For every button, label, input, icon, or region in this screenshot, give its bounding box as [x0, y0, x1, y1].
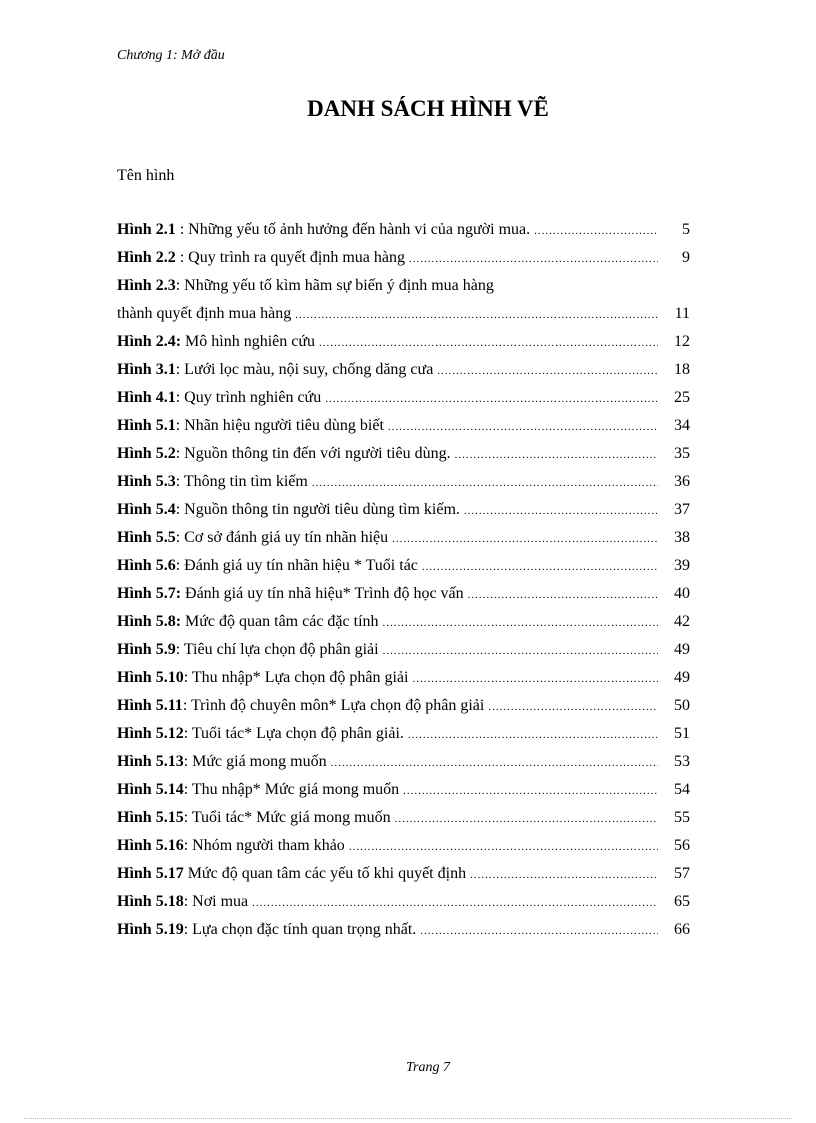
figure-entry	[117, 584, 690, 612]
figure-number: Hình 5.19	[117, 921, 184, 938]
figure-entry	[117, 724, 690, 752]
figure-title: : Lựa chọn đặc tính quan trọng nhất.	[183, 921, 417, 938]
dot-leader	[349, 837, 658, 857]
figure-entry-label	[117, 696, 484, 716]
figure-number: Hình 3.1	[117, 361, 176, 378]
figure-number: Hình 5.7:	[117, 585, 182, 602]
figure-title: : Thu nhập* Mức giá mong muốn	[183, 781, 400, 798]
figure-title: : Thu nhập* Lựa chọn độ phân giải	[183, 669, 409, 686]
figure-entry-label	[117, 864, 466, 884]
figure-page-number: 42	[674, 613, 690, 630]
figure-entry-label	[117, 556, 418, 576]
chapter-header: Chương 1: Mở đầu	[117, 48, 225, 63]
figure-entry	[117, 668, 690, 696]
figure-title: : Nguồn thông tin người tiêu dùng tìm kiếm.	[175, 501, 460, 518]
dot-leader	[422, 557, 658, 577]
dot-leader	[464, 501, 658, 521]
figure-list	[117, 220, 690, 948]
figure-page-number: 12	[674, 333, 690, 350]
figure-page-number: 55	[674, 809, 690, 826]
figure-page-number: 51	[674, 725, 690, 742]
dot-leader	[403, 781, 658, 801]
figure-number: Hình 5.15	[117, 809, 184, 826]
figure-number: Hình 5.14	[117, 781, 184, 798]
figure-title: : Tuổi tác* Mức giá mong muốn	[183, 809, 391, 826]
figure-entry	[117, 808, 690, 836]
figure-entry-label	[117, 444, 451, 464]
figure-entry-label	[117, 612, 379, 632]
dot-leader	[412, 669, 658, 689]
column-heading: Tên hình	[117, 167, 175, 184]
figure-entry-label	[117, 388, 321, 408]
figure-entry-label	[117, 528, 388, 548]
figure-entry-continuation	[117, 304, 690, 332]
figure-title: : Đánh giá uy tín nhãn hiệu * Tuổi tác	[175, 557, 418, 574]
figure-page-number: 25	[674, 389, 690, 406]
figure-entry	[117, 220, 690, 248]
figure-entry-label	[117, 360, 433, 380]
figure-entry	[117, 920, 690, 948]
dot-leader	[470, 865, 658, 885]
figure-title: Mức độ quan tâm các yếu tố khi quyết định	[183, 865, 467, 882]
figure-entry-label	[117, 668, 408, 688]
figure-entry-label	[117, 892, 248, 912]
dot-leader	[437, 361, 658, 381]
figure-entry-label	[117, 920, 416, 940]
figure-title: : Quy trình ra quyết định mua hàng	[175, 249, 405, 266]
figure-number: Hình 5.16	[117, 837, 184, 854]
figure-title: : Nhóm người tham khảo	[183, 837, 345, 854]
figure-number: Hình 5.13	[117, 753, 184, 770]
figure-entry-label	[117, 780, 399, 800]
figure-title: : Nơi mua	[183, 893, 249, 910]
figure-number: Hình 5.11	[117, 697, 183, 714]
figure-number: Hình 5.18	[117, 893, 184, 910]
dot-leader	[388, 417, 658, 437]
figure-entry	[117, 276, 690, 304]
figure-title: : Nhãn hiệu người tiêu dùng biết	[175, 417, 384, 434]
figure-title: : Quy trình nghiên cứu	[175, 389, 322, 406]
figure-entry-label	[117, 808, 391, 828]
figure-number: Hình 5.9	[117, 641, 176, 658]
figure-number: Hình 5.3	[117, 473, 176, 490]
figure-page-number: 39	[674, 557, 690, 574]
figure-number: Hình 5.10	[117, 669, 184, 686]
dot-leader	[392, 529, 658, 549]
figure-page-number: 9	[682, 249, 690, 266]
dot-leader	[408, 725, 658, 745]
dot-leader	[325, 389, 658, 409]
figure-number: Hình 5.2	[117, 445, 176, 462]
figure-number: Hình 2.2	[117, 249, 176, 266]
figure-entry-label	[117, 724, 404, 744]
figure-number: Hình 4.1	[117, 389, 176, 406]
figure-title: : Những yếu tố kìm hãm sự biến ý định mua hàng	[175, 277, 494, 294]
figure-entry-label	[117, 500, 460, 520]
figure-title: Mô hình nghiên cứu	[181, 333, 316, 350]
figure-entry	[117, 556, 690, 584]
figure-page-number: 36	[674, 473, 690, 490]
dot-leader	[455, 445, 658, 465]
figure-page-number: 40	[674, 585, 690, 602]
figure-entry	[117, 836, 690, 864]
figure-entry	[117, 500, 690, 528]
figure-page-number: 56	[674, 837, 690, 854]
figure-title: : Lưới lọc màu, nội suy, chống dăng cưa	[175, 361, 434, 378]
figure-number: Hình 5.12	[117, 725, 184, 742]
figure-entry	[117, 416, 690, 444]
figure-entry-label	[117, 472, 308, 492]
figure-page-number: 49	[674, 669, 690, 686]
figure-entry	[117, 528, 690, 556]
figure-page-number: 54	[674, 781, 690, 798]
figure-page-number: 37	[674, 501, 690, 518]
figure-page-number: 65	[674, 893, 690, 910]
figure-title: : Mức giá mong muốn	[183, 753, 327, 770]
figure-page-number: 66	[674, 921, 690, 938]
figure-number: Hình 2.4:	[117, 333, 182, 350]
figure-page-number: 11	[674, 305, 690, 322]
figure-entry	[117, 360, 690, 388]
dot-leader	[534, 221, 658, 241]
figure-entry-label	[117, 332, 315, 352]
dot-leader	[420, 921, 658, 941]
figure-title-continued: thành quyết định mua hàng	[117, 305, 292, 322]
figure-entry-label	[117, 752, 327, 772]
figure-entry-label	[117, 584, 464, 604]
figure-entry	[117, 640, 690, 668]
figure-page-number: 50	[674, 697, 690, 714]
figure-entry	[117, 780, 690, 808]
figure-title: : Tuổi tác* Lựa chọn độ phân giải.	[183, 725, 404, 742]
figure-number: Hình 5.5	[117, 529, 176, 546]
dot-leader	[319, 333, 658, 353]
dot-leader	[409, 249, 658, 269]
figure-title: : Những yếu tố ảnh hưởng đến hành vi của người mua.	[175, 221, 531, 238]
figure-title: : Cơ sở đánh giá uy tín nhãn hiệu	[175, 529, 389, 546]
figure-page-number: 5	[682, 221, 690, 238]
figure-entry-label	[117, 276, 494, 296]
dot-leader	[383, 641, 658, 661]
dot-leader	[295, 305, 658, 325]
figure-entry	[117, 696, 690, 724]
dot-leader	[312, 473, 658, 493]
dot-leader	[331, 753, 658, 773]
page-bottom-divider	[24, 1118, 792, 1119]
dot-leader	[468, 585, 658, 605]
figure-number: Hình 5.17	[117, 865, 184, 882]
figure-entry	[117, 892, 690, 920]
dot-leader	[252, 893, 658, 913]
figure-title: Đánh giá uy tín nhã hiệu* Trình độ học vấn	[181, 585, 464, 602]
figure-entry	[117, 752, 690, 780]
figure-number: Hình 5.6	[117, 557, 176, 574]
figure-number: Hình 5.1	[117, 417, 176, 434]
figure-entry-label	[117, 416, 384, 436]
figure-entry	[117, 472, 690, 500]
figure-title: : Tiêu chí lựa chọn độ phân giải	[175, 641, 379, 658]
figure-entry	[117, 612, 690, 640]
figure-entry	[117, 332, 690, 360]
figure-page-number: 53	[674, 753, 690, 770]
figure-page-number: 35	[674, 445, 690, 462]
dot-leader	[383, 613, 658, 633]
figure-page-number: 57	[674, 865, 690, 882]
figure-entry	[117, 248, 690, 276]
page-title: DANH SÁCH HÌNH VẼ	[307, 96, 549, 121]
figure-number: Hình 2.3	[117, 277, 176, 294]
figure-page-number: 18	[674, 361, 690, 378]
figure-number: Hình 5.4	[117, 501, 176, 518]
figure-entry-label	[117, 248, 405, 268]
figure-title: : Nguồn thông tin đến với người tiêu dùng.	[175, 445, 451, 462]
figure-entry	[117, 388, 690, 416]
figure-number: Hình 2.1	[117, 221, 176, 238]
figure-page-number: 49	[674, 641, 690, 658]
figure-page-number: 34	[674, 417, 690, 434]
figure-entry-label	[117, 220, 530, 240]
dot-leader	[488, 697, 658, 717]
figure-entry-label	[117, 836, 345, 856]
figure-entry	[117, 444, 690, 472]
figure-entry	[117, 864, 690, 892]
page-number-footer: Trang 7	[406, 1060, 450, 1075]
figure-title: : Trình độ chuyên môn* Lựa chọn độ phân giải	[182, 697, 485, 714]
figure-title: Mức độ quan tâm các đặc tính	[181, 613, 379, 630]
figure-entry-label	[117, 640, 379, 660]
figure-page-number: 38	[674, 529, 690, 546]
dot-leader	[395, 809, 658, 829]
figure-number: Hình 5.8:	[117, 613, 182, 630]
figure-title: : Thông tin tìm kiếm	[175, 473, 308, 490]
